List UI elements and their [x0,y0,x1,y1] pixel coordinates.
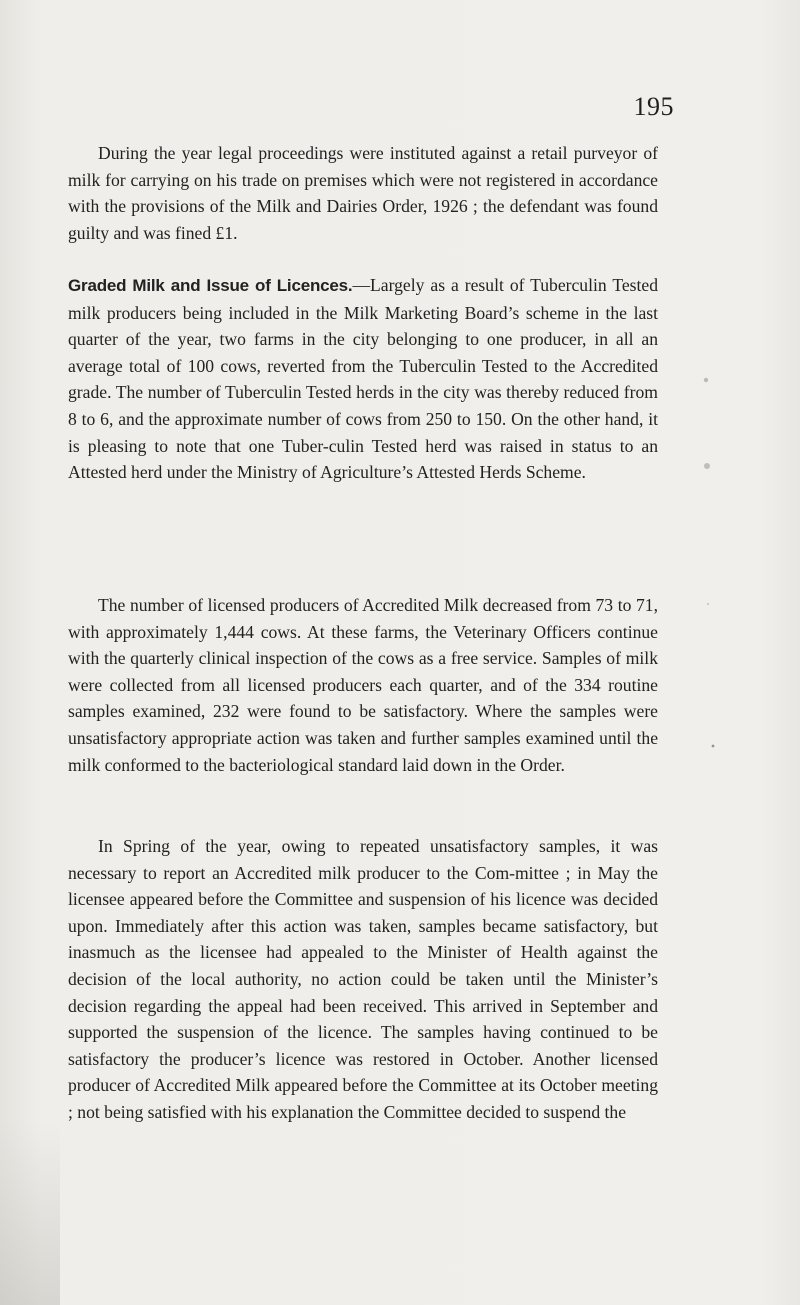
paragraph-graded-milk [68,272,658,486]
page-number: 195 [633,92,674,121]
section-heading: Graded Milk and Issue of Licences. [68,276,353,295]
paragraph-spring-suspension: In Spring of the year, owing to repeated unsatisfactory samples, it was necessary to report an Accredited milk producer to the Com-mittee ; in May the licensee appeared before the Committee and suspension of his licence was decided upon. Immediately after this action was taken, samples became satisfactory, but inasmuch as the licensee had appealed to the Minister of Health against the decision of the local authority, no action could be taken until the Minister’s decision regarding the appeal had been received. This arrived in September and supported the suspension of the licence. The samples having continued to be satisfactory the producer’s licence was restored in October. Another licensed producer of Accredited Milk appeared before the Committee at its October meeting ; not being satisfied with his explanation the Committee decided to suspend the [68,836,658,1122]
paragraph-licensed-producers: The number of licensed producers of Accredited Milk decreased from 73 to 71, with approximately 1,444 cows. At these farms, the Veterinary Officers continue with the quarterly clinical inspection of the cows as a free service. Samples of milk were collected from all licensed producers each quarter, and of the 334 routine samples examined, 232 were found to be satisfactory. Where the samples were unsatisfactory appropriate action was taken and further samples examined until the milk conformed to the bacteriological standard laid down in the Order. [68,595,658,775]
binding-shadow [0,1120,60,1305]
paragraph-legal-proceedings: During the year legal proceedings were instituted against a retail purveyor of milk for carrying on his trade on premises which were not registered in accordance with the provisions of the Milk and Dairies Order, 1926 ; the defendant was found guilty and was fined £1. [68,143,658,243]
paragraph-graded-milk-body: —Largely as a result of Tuberculin Tested milk producers being included in the Milk Marketing Board’s scheme in the last quarter of the year, two farms in the city belonging to one producer, in all an average total of 100 cows, reverted from the Tuberculin Tested to the Accredited grade. The number of Tuberculin Tested herds in the city was thereby reduced from 8 to 6, and the approximate number of cows from 250 to 150. On the other hand, it is pleasing to note that one Tuber-culin Tested herd was raised in status to an Attested herd under the Ministry of Agriculture’s Attested Herds Scheme. [68,275,658,483]
